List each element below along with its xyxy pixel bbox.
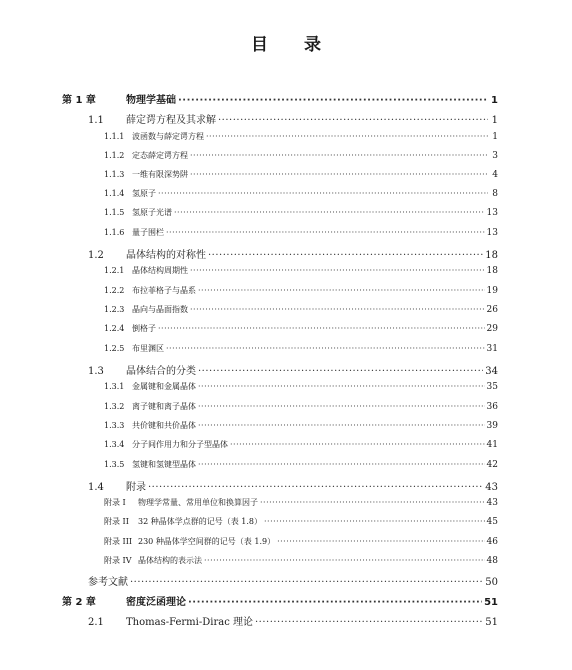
toc-entry-title: 量子围栏 [132, 228, 164, 237]
toc-entry-page: 51 [484, 597, 498, 608]
toc-entry[interactable] [104, 188, 498, 199]
toc-entry[interactable] [62, 593, 498, 608]
dot-leader [190, 151, 488, 160]
toc-entry-page: 18 [486, 266, 498, 276]
toc-entry-label [88, 362, 196, 377]
dot-leader [178, 95, 488, 106]
dot-leader [190, 305, 485, 314]
toc-entry-label [62, 91, 176, 106]
toc-entry-number: 1.3.5 [104, 460, 125, 469]
toc-entry-page: 29 [486, 324, 498, 334]
dot-leader [198, 402, 485, 411]
toc-entry[interactable] [88, 111, 498, 126]
toc-entry-page: 34 [485, 366, 498, 377]
dot-leader [218, 115, 488, 126]
toc-entry-title: 共价键和共价晶体 [132, 421, 196, 430]
toc-entry[interactable] [104, 536, 498, 547]
toc-entry-number: 1.2.3 [104, 305, 125, 314]
title-char-2: 录 [304, 35, 321, 55]
toc-entry-number: 1.2.1 [104, 266, 125, 275]
toc-entry[interactable] [104, 227, 498, 238]
toc-entry-title: 一维有限深势阱 [132, 170, 188, 179]
toc-entry-label [88, 573, 128, 588]
toc-entry-title: 晶体结合的分类 [126, 366, 196, 377]
dot-leader [190, 266, 485, 275]
toc-entry[interactable] [104, 304, 498, 315]
toc-entry-page: 50 [485, 577, 498, 588]
toc-entry-number: 1.3.4 [104, 440, 125, 449]
toc-entry-title: 附录 [126, 482, 146, 493]
toc-entry-title: 波函数与薛定谔方程 [132, 132, 204, 141]
toc-entry-number: 第 2 章 [62, 597, 96, 608]
toc-entry-label [104, 304, 188, 315]
toc-entry-title: 230 种晶体学空间群的记号（表 1.9） [138, 537, 276, 546]
toc-entry-number: 1.3.2 [104, 402, 125, 411]
toc-entry-page: 13 [486, 228, 498, 238]
dot-leader [206, 132, 488, 141]
dot-leader [198, 366, 483, 377]
toc-entry-title: 定态薛定谔方程 [132, 151, 188, 160]
toc-entry[interactable] [104, 401, 498, 412]
toc-entry[interactable] [88, 362, 498, 377]
toc-entry-label [104, 343, 164, 354]
toc-entry-title: 薛定谔方程及其求解 [126, 115, 216, 126]
toc-entry-title: 氢原子光谱 [132, 208, 172, 217]
toc-entry-label [104, 401, 196, 412]
toc-entry-title: 参考文献 [88, 577, 128, 588]
toc-entry-title: 晶向与晶面指数 [132, 305, 188, 314]
toc-entry-number: 1.1.5 [104, 208, 125, 217]
toc-entry-number: 1.2 [88, 250, 104, 261]
toc-entry-label [104, 323, 156, 334]
title-char-1: 目 [251, 35, 268, 55]
toc-entry-label [104, 131, 204, 142]
dot-leader [166, 228, 485, 237]
toc-entry-title: 物理学常量、常用单位和换算因子 [138, 498, 258, 507]
toc-entry[interactable] [88, 573, 498, 588]
toc-entry-title: 倒格子 [132, 324, 156, 333]
toc-entry-page: 43 [485, 482, 498, 493]
toc-entry[interactable] [104, 516, 498, 527]
toc-entry-number: 附录 I [104, 498, 126, 507]
toc-entry[interactable] [62, 91, 498, 106]
toc-entry[interactable] [104, 285, 498, 296]
toc-entry-number: 1.2.5 [104, 344, 125, 353]
toc-entry-page: 19 [486, 286, 498, 296]
toc-entry-label [88, 111, 216, 126]
toc-entry-label [104, 497, 258, 508]
toc-entry-title: 晶体结构的表示法 [138, 556, 202, 565]
toc-entry-title: 物理学基础 [126, 95, 176, 106]
toc-entry-number: 附录 II [104, 517, 129, 526]
dot-leader [190, 170, 488, 179]
toc-entry-page: 3 [492, 151, 498, 161]
dot-leader [255, 617, 483, 628]
toc-entry-label [104, 265, 188, 276]
toc-entry-page: 41 [486, 440, 498, 450]
dot-leader [230, 440, 485, 449]
toc-entry[interactable] [104, 439, 498, 450]
dot-leader [130, 577, 483, 588]
toc-entry-number: 1.1.3 [104, 170, 125, 179]
toc-entry-title: 离子键和离子晶体 [132, 402, 196, 411]
toc-entry-page: 43 [486, 498, 498, 508]
toc-entry-number: 1.3.1 [104, 382, 125, 391]
toc-entry-label [88, 478, 146, 493]
toc-entry-page: 39 [486, 421, 498, 431]
toc-entry-page: 1 [491, 95, 498, 106]
toc-entry-number: 第 1 章 [62, 95, 96, 106]
toc-entry-page: 4 [492, 170, 498, 180]
toc-entry-label [104, 555, 202, 566]
toc-entry-page: 45 [486, 517, 498, 527]
toc-entry-number: 1.4 [88, 482, 104, 493]
toc-entry-label [104, 150, 188, 161]
toc-entry-page: 46 [486, 537, 498, 547]
toc-entry-title: 金属键和金属晶体 [132, 382, 196, 391]
toc-entry-label [104, 420, 196, 431]
toc-entry[interactable] [104, 323, 498, 334]
toc-entry-title: 晶体结构的对称性 [126, 250, 206, 261]
toc-entry[interactable] [104, 207, 498, 218]
toc-entry-label [104, 536, 275, 547]
toc-entry[interactable] [104, 343, 498, 354]
toc-entry-label [104, 188, 156, 199]
dot-leader [174, 208, 485, 217]
toc-entry-label [88, 246, 206, 261]
toc-entry-page: 48 [486, 556, 498, 566]
toc-entry-number: 1.1.4 [104, 189, 125, 198]
dot-leader [208, 250, 483, 261]
dot-leader [158, 189, 488, 198]
toc-entry-page: 1 [491, 115, 498, 126]
dot-leader [260, 498, 485, 507]
toc-entry[interactable] [88, 246, 498, 261]
dot-leader [264, 517, 485, 526]
toc-entry-page: 13 [486, 208, 498, 218]
toc-entry[interactable] [104, 381, 498, 392]
dot-leader [188, 597, 482, 608]
dot-leader [148, 482, 483, 493]
toc-entry-number: 附录 IV [104, 556, 132, 565]
toc-entry-label [104, 459, 196, 470]
dot-leader [198, 460, 485, 469]
toc-entry-page: 51 [485, 617, 498, 628]
dot-leader [277, 537, 484, 546]
toc-entry-number: 1.1 [88, 115, 104, 126]
toc-entry-title: 密度泛函理论 [126, 597, 186, 608]
toc-entry-title: 氢原子 [132, 189, 156, 198]
dot-leader [166, 344, 485, 353]
dot-leader [204, 556, 485, 565]
toc-entry-label [62, 593, 186, 608]
toc-entry-title: 布拉菲格子与晶系 [132, 286, 196, 295]
dot-leader [198, 286, 485, 295]
toc-entry-label [104, 381, 196, 392]
toc-entry-page: 26 [486, 305, 498, 315]
toc-entry-title: 32 种晶体学点群的记号（表 1.8） [138, 517, 262, 526]
toc-entry-page: 36 [486, 402, 498, 412]
toc-entry-label [88, 613, 253, 628]
toc-entry-label [104, 227, 164, 238]
toc-entry-page: 8 [492, 189, 498, 199]
toc-entry-number: 1.1.2 [104, 151, 125, 160]
toc-entry-label [104, 439, 228, 450]
toc-entry-title: Thomas-Fermi-Dirac 理论 [126, 617, 253, 628]
toc-entry[interactable] [104, 555, 498, 566]
toc-entry-page: 18 [485, 250, 498, 261]
toc-entry-title: 氢键和氢键型晶体 [132, 460, 196, 469]
toc-entry-title: 分子间作用力和分子型晶体 [132, 440, 228, 449]
toc-entry-number: 1.3 [88, 366, 104, 377]
toc-entry-number: 附录 III [104, 537, 133, 546]
toc-entry[interactable] [104, 420, 498, 431]
toc-entry[interactable] [88, 478, 498, 493]
toc-entry[interactable] [104, 497, 498, 508]
toc-entry[interactable] [88, 613, 498, 628]
toc-entry-page: 42 [486, 460, 498, 470]
toc-entry-label [104, 169, 188, 180]
toc-entry-number: 1.3.3 [104, 421, 125, 430]
toc-entry-number: 1.2.4 [104, 324, 125, 333]
toc-entry-title: 晶体结构周期性 [132, 266, 188, 275]
toc-entry[interactable] [104, 265, 498, 276]
toc-entry[interactable] [104, 169, 498, 180]
toc-entry[interactable] [104, 150, 498, 161]
toc-entry-page: 1 [492, 132, 498, 142]
toc-entry-page: 35 [486, 382, 498, 392]
toc-entry-number: 1.1.6 [104, 228, 125, 237]
toc-entry-label [104, 207, 172, 218]
toc-entry-title: 布里渊区 [132, 344, 164, 353]
dot-leader [198, 421, 485, 430]
dot-leader [158, 324, 485, 333]
toc-entry-number: 1.1.1 [104, 132, 125, 141]
toc-entry-label [104, 516, 262, 527]
toc-entry-number: 1.2.2 [104, 286, 125, 295]
toc-entry-number: 2.1 [88, 617, 104, 628]
toc-entry-page: 31 [486, 344, 498, 354]
toc-entry[interactable] [104, 131, 498, 142]
toc-entry-label [104, 285, 196, 296]
dot-leader [198, 382, 485, 391]
toc-entry[interactable] [104, 459, 498, 470]
